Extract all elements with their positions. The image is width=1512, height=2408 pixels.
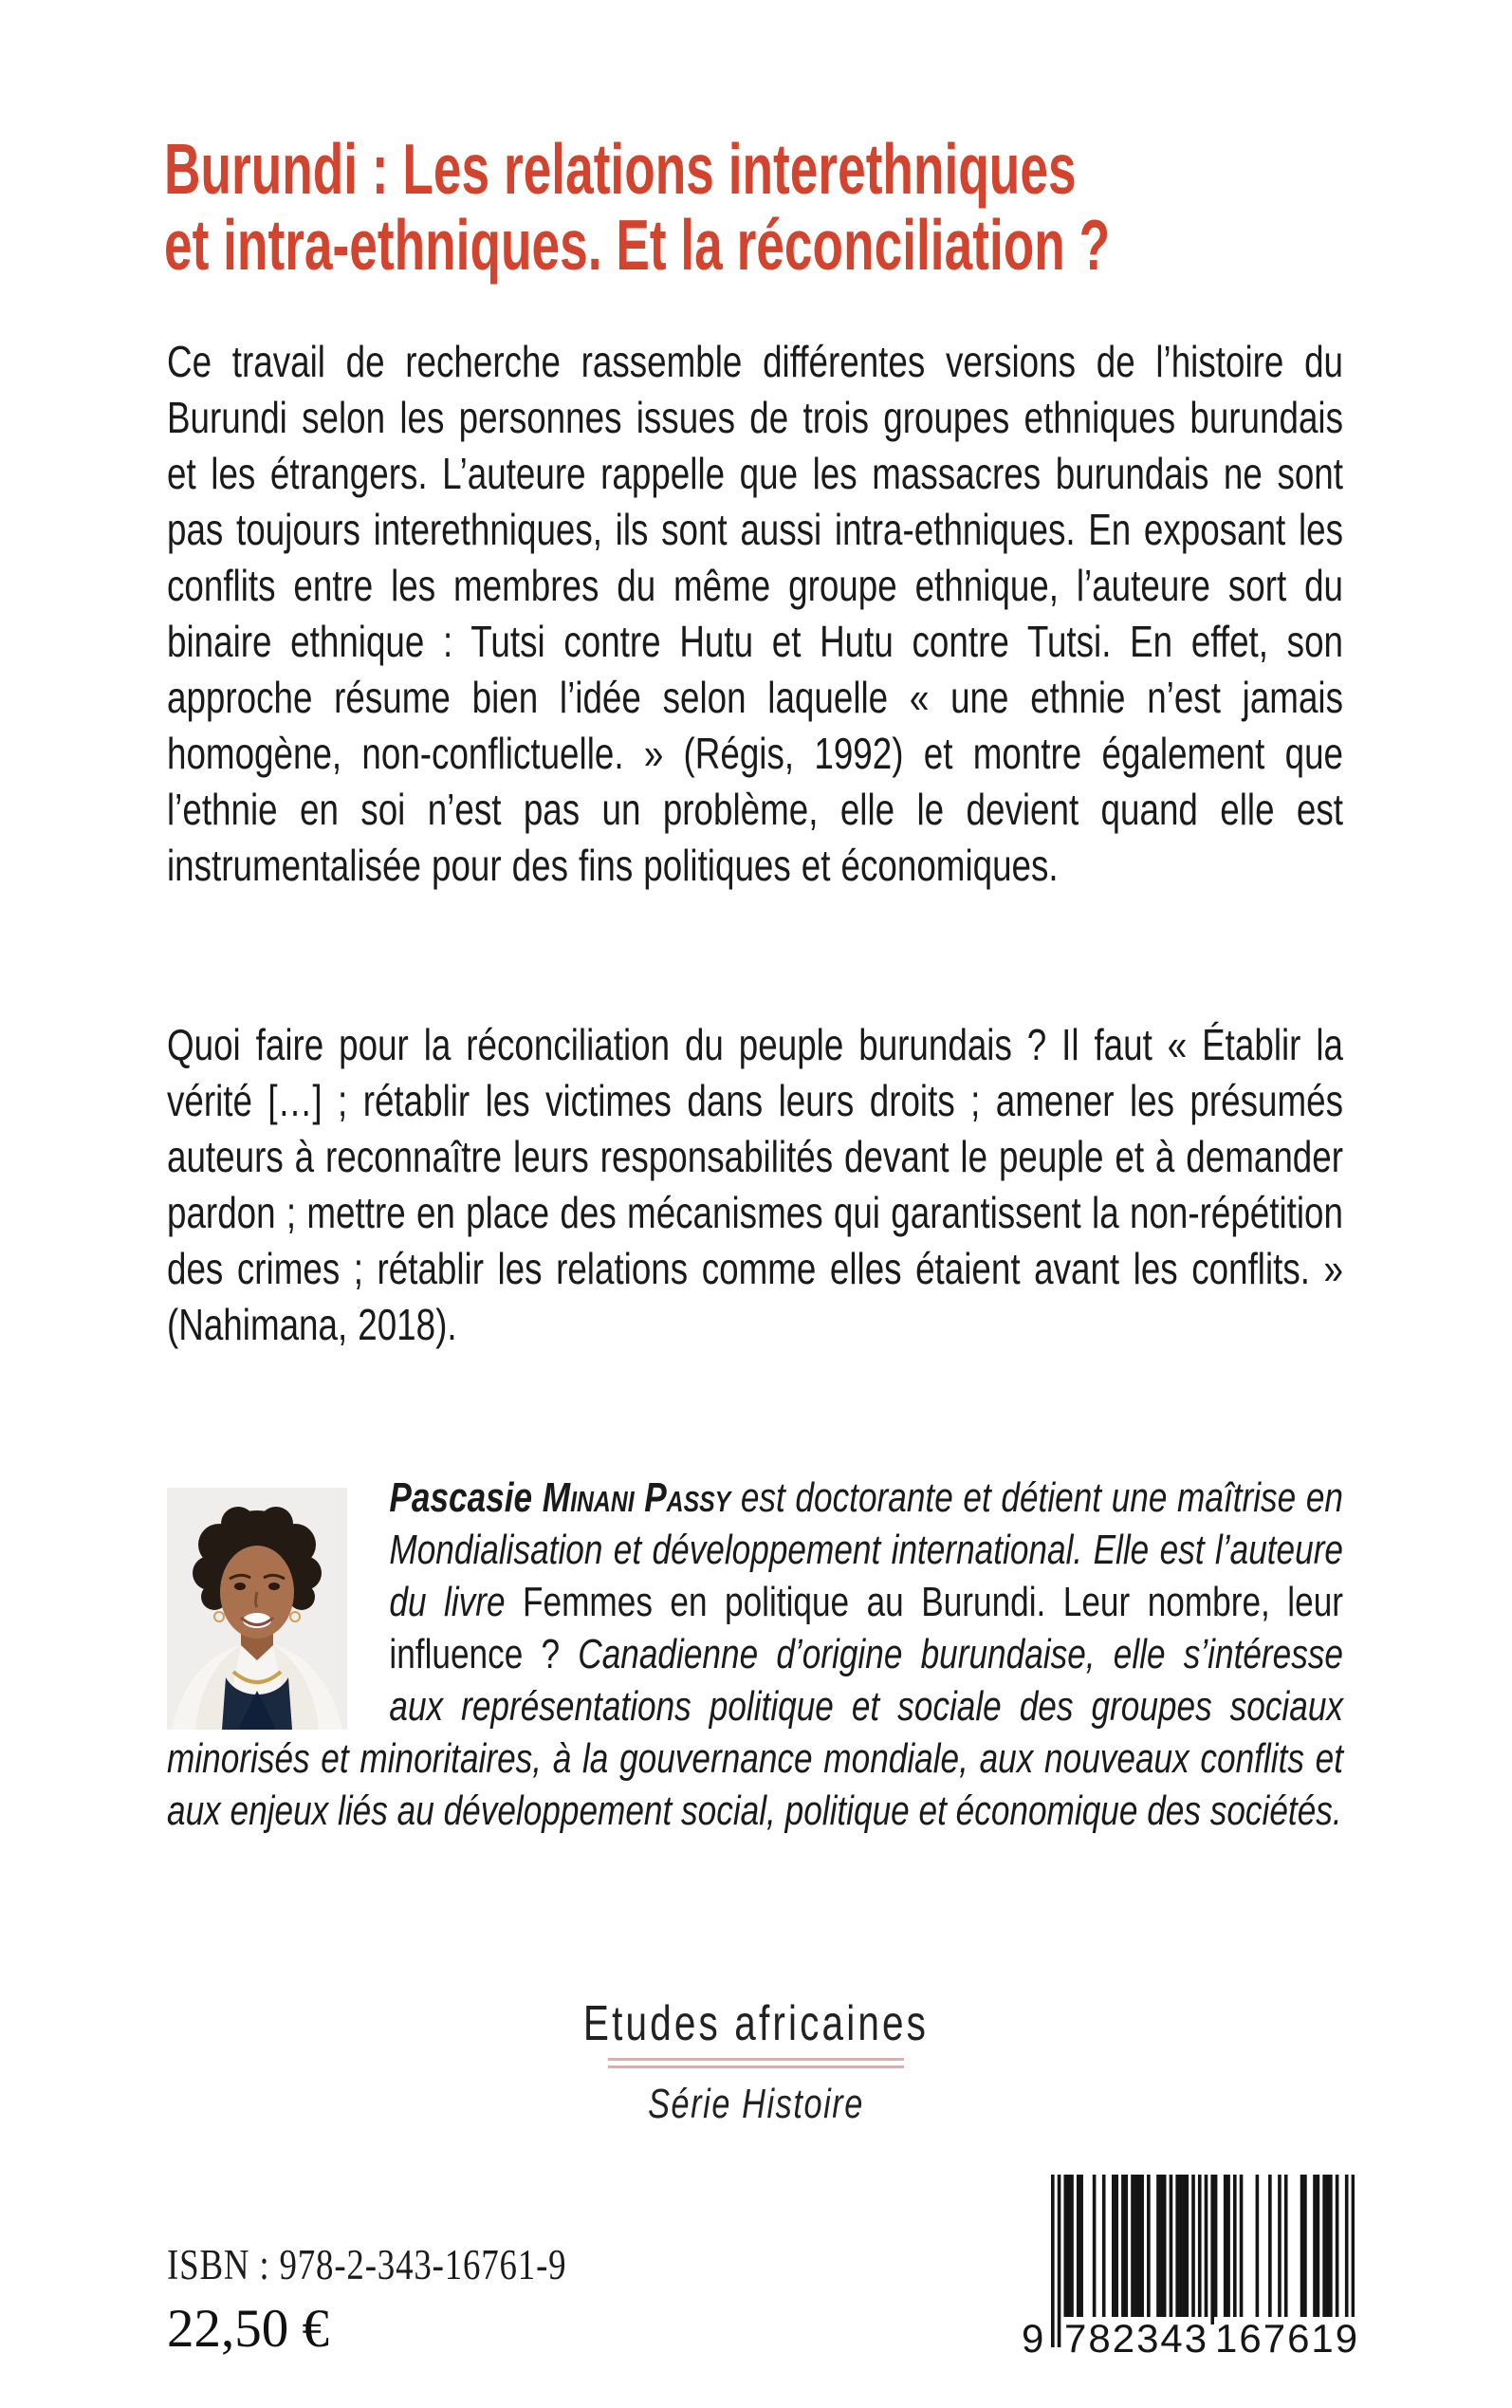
- collection-name: Etudes africaines: [582, 1996, 930, 2051]
- author-last-name: Minani Passy: [542, 1474, 731, 1521]
- synopsis-paragraph-2: Quoi faire pour la réconciliation du peuple burundais ? Il faut « Établir la vérité […] ; rétablir les victimes dans leurs droits ; amener les présumés auteurs à reconnaître leurs responsabilités devant le peuple et à demander pardon ; mettre en place des mécanismes qui garantissent la non-répétition des crimes ; rétablir les relations comme elles étaient avant les conflits. » (Nahimana, 2018).: [167, 1020, 1343, 1349]
- book-title-line-2: et intra-ethniques. Et la réconciliation ?: [164, 205, 1111, 285]
- bio-text-1: est doctorante et détient une maîtrise en Mondialisation et développement international. Elle est l’auteure du livre: [389, 1474, 1344, 1625]
- collection-block: [166, 1995, 1345, 2128]
- price-text: 22,50 €: [167, 2299, 329, 2359]
- author-first-name: Pascasie: [389, 1474, 543, 1521]
- series-name: Série Histoire: [648, 2081, 864, 2127]
- book-title-line-1: Burundi : Les relations interethniques: [164, 129, 1077, 209]
- collection-underline: [608, 2058, 904, 2068]
- book-title: [164, 131, 1255, 283]
- book-reference-title: Femmes en politique au Burundi. Leur nombre, leur influence ?: [389, 1579, 1343, 1677]
- barcode-digits-right: 167619: [1215, 2316, 1360, 2361]
- bio-text-2: Canadienne d’origine burundaise, elle s’intéresse aux représentations politique et sociale des groupes sociaux minorisés et minoritaires, à la gouvernance mondiale, aux nouveaux conflits et aux enjeux liés au développement social, politique et économique des sociétés.: [167, 1631, 1343, 1834]
- barcode: [1022, 2175, 1360, 2364]
- author-bio: [167, 1472, 1343, 1837]
- barcode-digits-left: 782343: [1064, 2316, 1209, 2361]
- isbn-text: ISBN : 978-2-343-16761-9: [167, 2241, 567, 2288]
- barcode-digits: [1022, 2316, 1360, 2364]
- synopsis-paragraph-1: Ce travail de recherche rassemble différentes versions de l’histoire du Burundi selon les personnes issues de trois groupes ethniques burundais et les étrangers. L’auteure rappelle que les massacres burundais ne sont pas toujours interethniques, ils sont aussi intra-ethniques. En exposant les conflits entre les membres du même groupe ethnique, l’auteure sort du binaire ethnique : Tutsi contre Hutu et Hutu contre Tutsi. En effet, son approche résume bien l’idée selon laquelle « une ethnie n’est jamais homogène, non-conflictuelle. » (Régis, 1992) et montre également que l’ethnie en soi n’est pas un problème, elle le devient quand elle est instrumentalisée pour des fins politiques et économiques.: [167, 337, 1343, 890]
- barcode-digit-lead: 9: [1022, 2316, 1044, 2361]
- photo-wrap-spacer: [167, 1472, 389, 1731]
